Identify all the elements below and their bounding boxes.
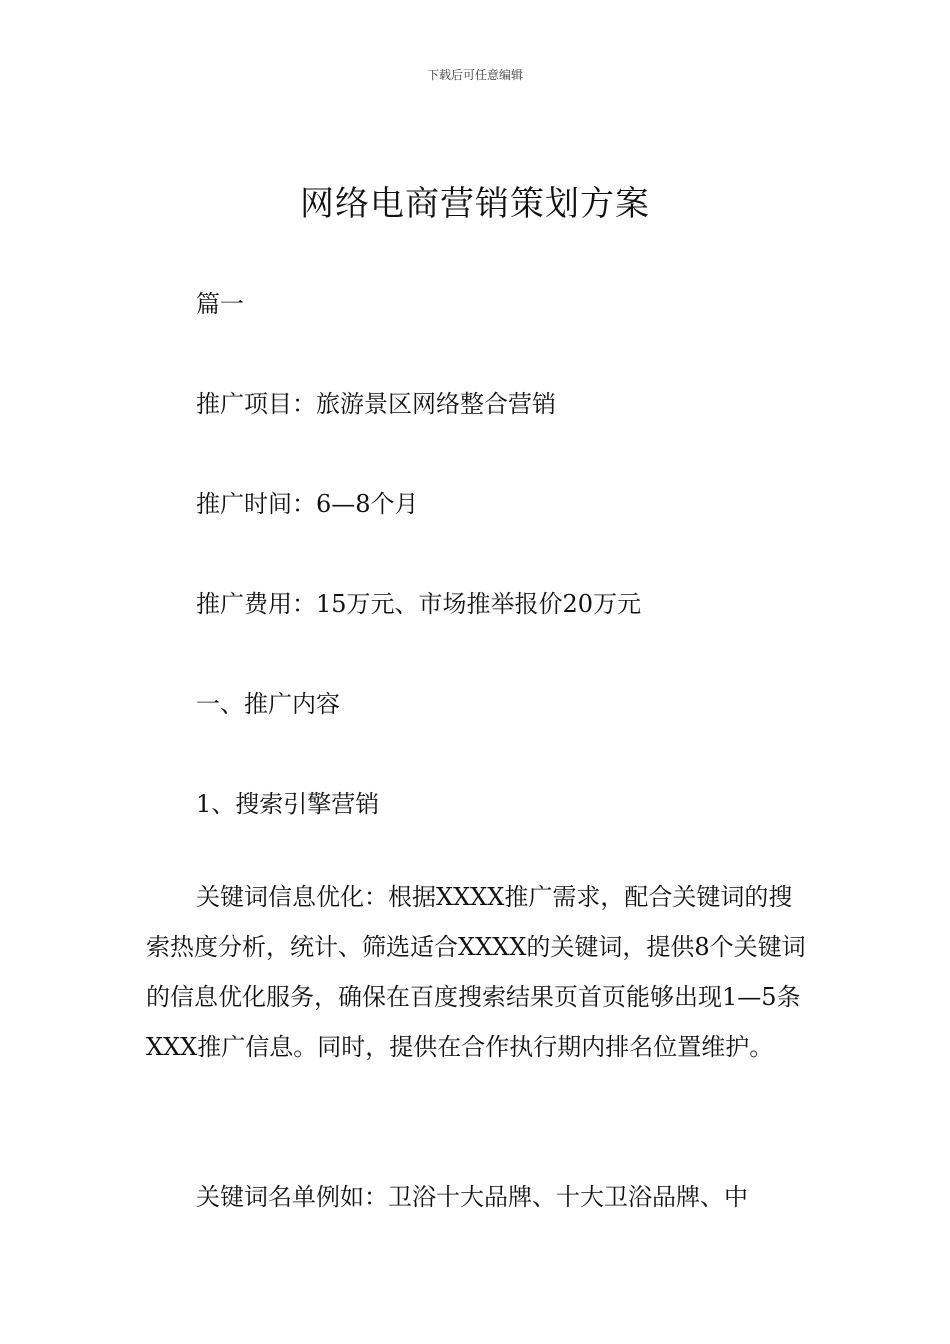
body-paragraph-keyword-optimization: 关键词信息优化：根据XXXX推广需求，配合关键词的搜索热度分析，统计、筛选适合XXXX的关键词，提供8个关键词的信息优化服务，确保在百度搜索结果页首页能够出现1—5条XXX推广信息。同时，提供在合作执行期内排名位置维护。 — [146, 883, 806, 1061]
body-paragraph-keyword-list: 关键词名单例如：卫浴十大品牌、十大卫浴品牌、中 — [196, 1183, 748, 1211]
document-title: 网络电商营销策划方案 — [300, 184, 650, 224]
chapter-label: 篇一 — [196, 290, 244, 318]
duration-line: 推广时间：6—8个月 — [196, 490, 419, 518]
subsection-heading: 1、搜索引擎营销 — [196, 790, 380, 818]
section-heading: 一、推广内容 — [196, 690, 340, 718]
page-header-note: 下载后可任意编辑 — [426, 68, 523, 82]
project-line: 推广项目：旅游景区网络整合营销 — [196, 390, 556, 418]
cost-line: 推广费用：15万元、市场推举报价20万元 — [196, 590, 642, 618]
